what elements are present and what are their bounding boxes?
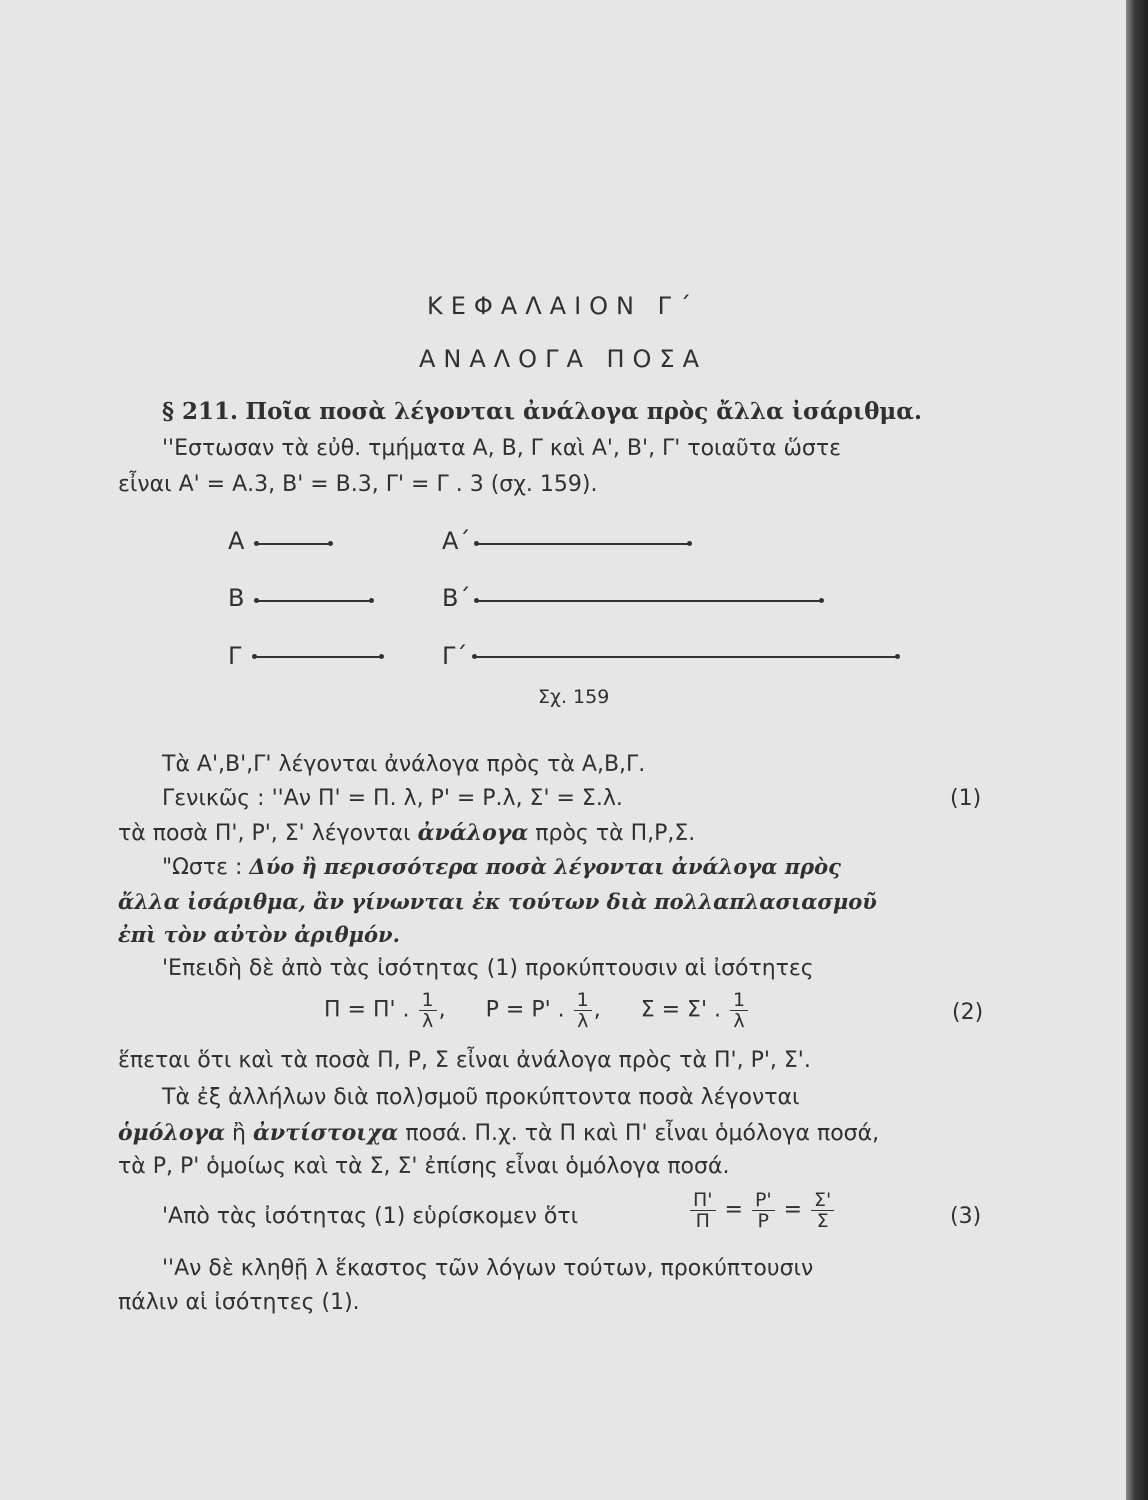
equation-3: $\frac{\Pi'}{\Pi}$ = $\frac{P'}{P}$ = $\frac{\Sigma'}{\Sigma}$	[688, 1190, 836, 1231]
definition-line-2: ἄλλα ἰσάριθμα, ἂν γίνωνται ἐκ τούτων διὰ πολλαπλασιασμοῦ	[118, 889, 877, 914]
paragraph-10	[118, 1120, 879, 1146]
paragraph-13: ''Αν δὲ κληθῇ λ ἕκαστος τῶν λόγων τούτων, προκύπτουσιν	[162, 1256, 814, 1281]
label-g-prime: Γ΄	[442, 642, 468, 670]
fraction-sigma: $\frac{\Sigma'}{\Sigma}$	[811, 1190, 834, 1231]
label-g: Γ	[228, 642, 242, 670]
intro-line-1: ''Εστωσαν τὰ εὐθ. τμήματα Α, Β, Γ καὶ Α', Β', Γ' τοιαῦτα ὥστε	[162, 436, 841, 461]
fraction-1-over-lambda: $\frac{1}{\lambda}$	[419, 990, 437, 1031]
equation-2-term-2: Ρ = Ρ' .	[485, 997, 565, 1023]
fraction-rho: $\frac{P'}{P}$	[752, 1190, 775, 1231]
paragraph-9: Τὰ ἐξ ἀλλήλων διὰ πολ)σμοῦ προκύπτοντα ποσὰ λέγονται	[162, 1085, 800, 1110]
chapter-heading: ΚΕΦΑΛΑΙΟΝ Γ΄	[427, 292, 699, 320]
paragraph-8: ἕπεται ὅτι καὶ τὰ ποσὰ Π, Ρ, Σ εἶναι ἀνάλογα πρὸς τὰ Π', Ρ', Σ'.	[118, 1048, 811, 1073]
segment-g-prime	[474, 656, 898, 658]
paragraph-10-post: ποσά. Π.χ. τὰ Π καὶ Π' εἶναι ὁμόλογα ποσά,	[405, 1121, 880, 1146]
paragraph-3-bold: ἀνάλογα	[417, 820, 529, 846]
paragraph-14: πάλιν αἱ ἰσότητες (1).	[118, 1290, 360, 1315]
fraction-1-over-lambda: $\frac{1}{\lambda}$	[730, 990, 748, 1031]
definition-line-1: Δύο ἢ περισσότερα ποσὰ λέγονται ἀνάλογα πρὸς	[249, 854, 841, 879]
paragraph-12: 'Απὸ τὰς ἰσότητας (1) εὑρίσκομεν ὅτι	[162, 1204, 579, 1229]
paragraph-10-mid: ἢ	[232, 1121, 246, 1146]
label-b-prime: Β΄	[442, 584, 471, 612]
paragraph-3	[118, 820, 695, 846]
paragraph-4-pre: "Ωστε :	[162, 855, 243, 880]
segment-b-prime	[476, 600, 822, 602]
term-corresponding: ἀντίστοιχα	[252, 1120, 399, 1146]
paragraph-7: 'Επειδὴ δὲ ἀπὸ τὰς ἰσότητας (1) προκύπτουσιν αἱ ἰσότητες	[162, 956, 814, 981]
paragraph-4	[162, 854, 841, 880]
paragraph-3-post: πρὸς τὰ Π,Ρ,Σ.	[535, 821, 696, 846]
term-homologous: ὁμόλογα	[118, 1120, 226, 1146]
equation-label-3: (3)	[950, 1204, 982, 1229]
label-b: Β	[228, 584, 245, 612]
segment-a-prime	[476, 543, 690, 545]
equation-label-2: (2)	[952, 1000, 984, 1025]
equation-2: Π = Π' . $\frac{1}{\lambda}$ , Ρ = Ρ' . $\frac{1}{\lambda}$ , Σ = Σ' . $\frac{1}{\lambda}$	[324, 990, 750, 1031]
book-spine-edge	[1126, 0, 1148, 1500]
label-a-prime: Α΄	[442, 527, 471, 555]
paragraph-1: Τὰ Α',Β',Γ' λέγονται ἀνάλογα πρὸς τὰ Α,Β,Γ.	[162, 752, 646, 777]
segment-a	[256, 543, 331, 545]
fraction-1-over-lambda: $\frac{1}{\lambda}$	[574, 990, 592, 1031]
segment-g	[254, 656, 382, 658]
paragraph-2: Γενικῶς : ''Αν Π' = Π. λ, Ρ' = Ρ.λ, Σ' = Σ.λ.	[162, 786, 623, 811]
paragraph-11: τὰ Ρ, Ρ' ὁμοίως καὶ τὰ Σ, Σ' ἐπίσης εἶναι ὁμόλογα ποσά.	[118, 1154, 730, 1179]
paragraph-3-pre: τὰ ποσὰ Π', Ρ', Σ' λέγονται	[118, 821, 411, 846]
section-heading	[162, 398, 922, 425]
label-a: Α	[228, 527, 245, 555]
fraction-pi: $\frac{\Pi'}{\Pi}$	[690, 1190, 716, 1231]
equation-label-1: (1)	[950, 786, 982, 811]
definition-line-3: ἐπὶ τὸν αὐτὸν ἀριθμόν.	[118, 922, 400, 947]
intro-line-2: εἶναι Α' = Α.3, Β' = Β.3, Γ' = Γ . 3 (σχ. 159).	[118, 472, 598, 497]
section-title: Ποῖα ποσὰ λέγονται ἀνάλογα πρὸς ἄλλα ἰσάριθμα.	[245, 398, 922, 425]
equation-2-term-3: Σ = Σ' .	[640, 997, 721, 1023]
equation-2-term-1: Π = Π' .	[324, 997, 410, 1023]
section-number: § 211.	[162, 398, 239, 425]
segment-b	[256, 600, 372, 602]
figure-caption: Σχ. 159	[538, 686, 610, 708]
chapter-title: ΑΝΑΛΟΓΑ ΠΟΣΑ	[418, 345, 708, 373]
